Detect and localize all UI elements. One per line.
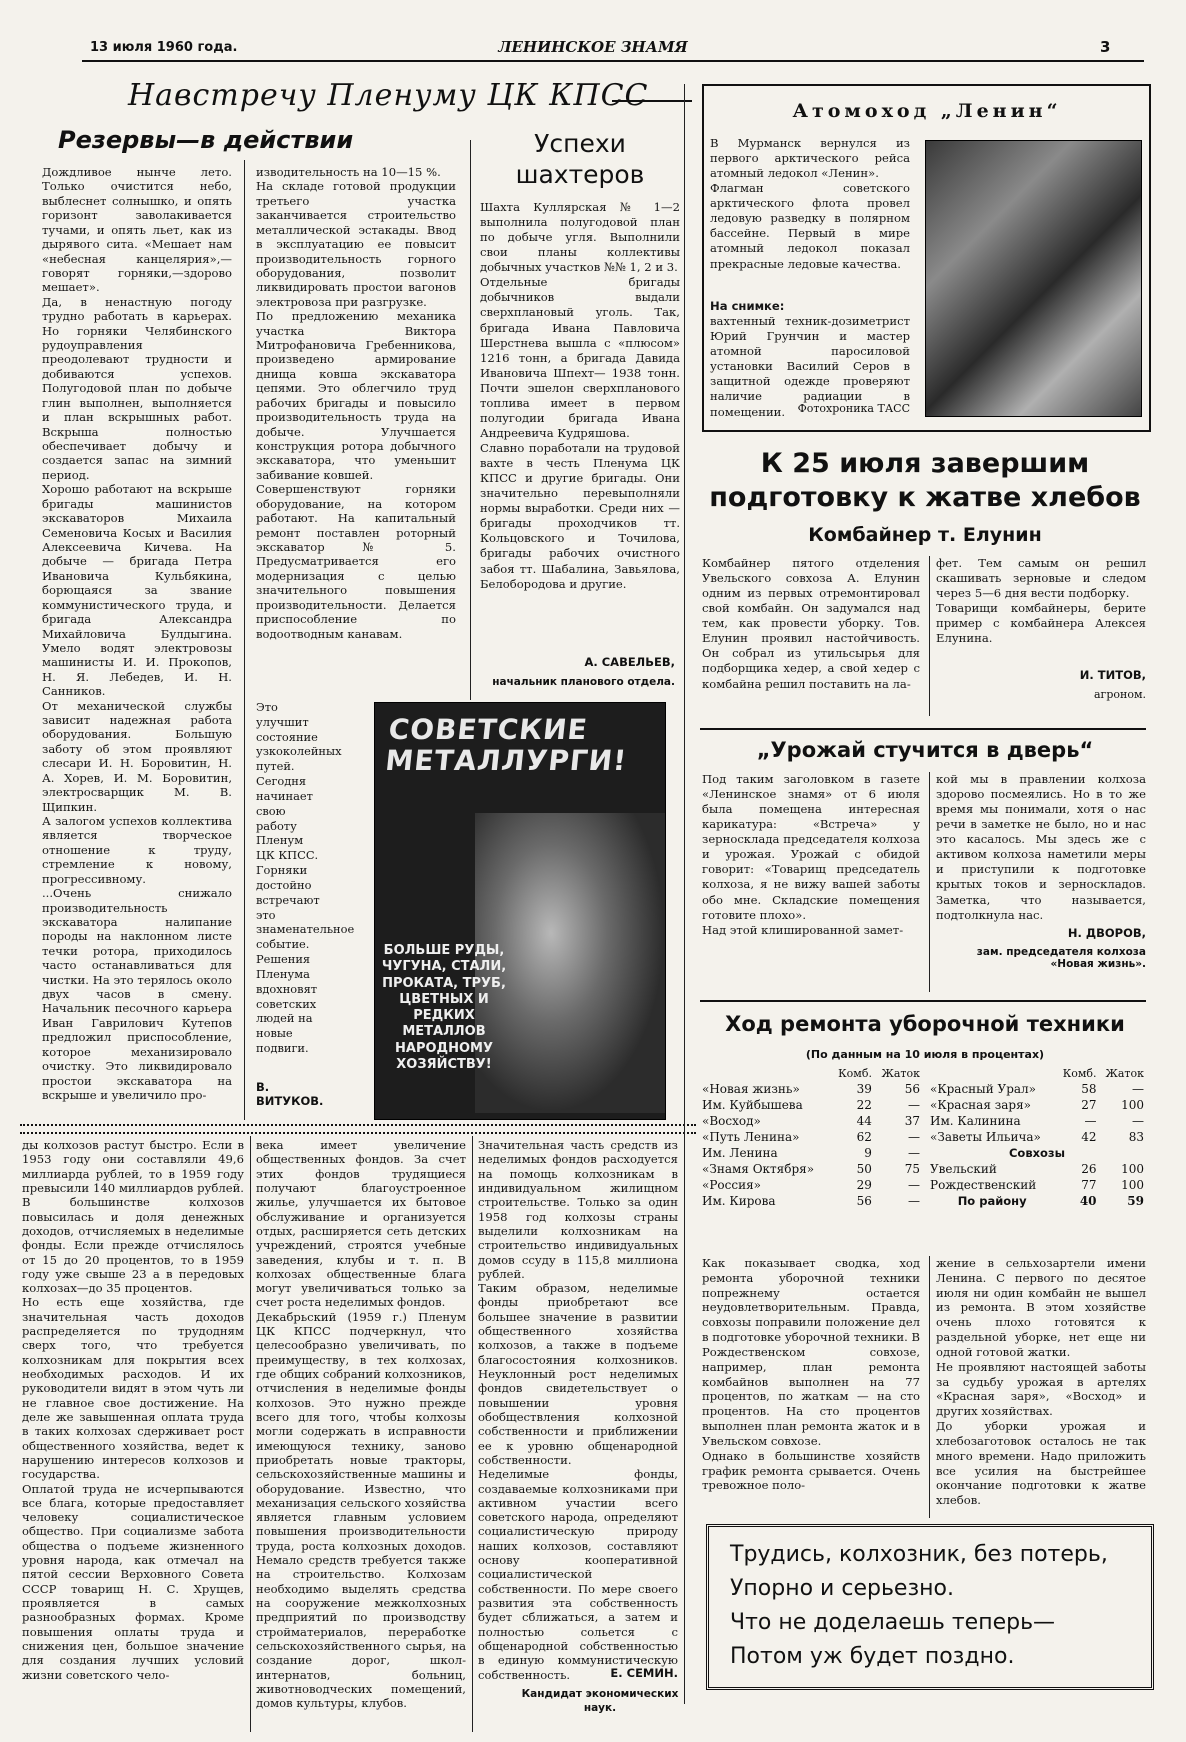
total-row (928, 1193, 1146, 1209)
harvest-col2: фет. Тем самым он решил скашивать зерновые и следом через 5—6 дня вести подборку. Товарищи комбайнеры, берите пример с комбайнера Алексея Елунина. (936, 556, 1146, 646)
funds-col2: века имеет увеличение общественных фондов. За счет этих фондов трудящиеся получают благоустроенное жилье, улучшается их бытовое обслуживание и организуется отдых, расширяется сеть детских учреждений, строятся учебные заведения, клубы и т. п. В колхозах общественные блага могут увеличиваться только за счет роста неделимых фондов. Декабрьский (1959 г.) Пленум ЦК КПСС подчеркнул, что целесообразно увеличивать, по преимуществу, в тех колхозах, где общих собраний колхозников, отчисления в неделимые фонды колхозов. Это нужно прежде всего для того, чтобы колхозы могли содержать в исправности имеющуюся технику, заново приобретать новые тракторы, сельскохозяйственные машины и оборудование. Известно, что механизация сельского хозяйства является главным условием повышения производительности труда, роста колхозных доходов. Немало средств требуется также на строительство. Колхозам необходимо выделять средства на сооружение межколхозных предприятий по производству стройматериалов, переработке сельскохозяйственного сырья, на создание дорог, школ-интернатов, больниц, животноводческих помещений, домов культуры, клубов. (256, 1138, 466, 1711)
combines-value: 62 (856, 1130, 872, 1144)
farm-name: Рождественский (930, 1178, 1037, 1192)
reapers-value: — (908, 1098, 920, 1112)
section-rule (700, 1000, 1146, 1002)
combines-value: 29 (856, 1178, 872, 1192)
repair-subtitle: (По данным на 10 июля в процентах) (805, 1048, 1045, 1061)
poem-line-2: Упорно и серьезно. (730, 1576, 954, 1601)
reapers-value: 83 (1128, 1130, 1144, 1144)
doorstep-col1: Под таким заголовком в газете «Ленинское знамя» от 6 июля была помещена интересная карикатура: «Встреча» у зерносклада председателя колхоза и урожая. Урожай с обидой говорит: «Товарищ председатель колхоза, я не вижу вашей заботы обо мне. Складские помещения готовите плохо». Над этой клишированной замет- (702, 772, 920, 937)
funds-signature: Е. СЕМИН. (610, 1666, 678, 1680)
reapers-value: 37 (904, 1114, 920, 1128)
harvest-signature: И. ТИТОВ, (1079, 668, 1146, 682)
repair-commentary-col2: жение в сельхозартели имени Ленина. С первого по десятое июля ни один комбайн не вышел из ремонта. В этом хозяйстве очень плохо готовятся к раздельной уборке, нет еще ни одной готовой жатки. Не проявляют настоящей заботы за судьбу урожая в артелях «Красная заря», «Восход» и других хозяйствах. До уборки урожая и хлебозаготовок осталось не так много времени. Надо приложить все усилия на быстрейшее окончание подготовки к жатве хлебов. (936, 1256, 1146, 1508)
table-row (928, 1161, 1146, 1177)
repair-table-left (700, 1066, 922, 1209)
newspaper-title: ЛЕНИНСКОЕ ЗНАМЯ (498, 38, 688, 56)
reserves-col2-continued: Это улучшит состояние узкоколейных путей. Сегодня начинает свою работу Пленум ЦК КПСС. Горняки достойно встречают это знаменательное событие. Решения Пленума вдохновят советских людей на новые подвиги. (256, 700, 355, 1056)
doorstep-col2: кой мы в правлении колхоза здорово посмеялись. Но в то же время мы понимали, хотя о нас речи в заметке не было, но и нас это касалось. Мы здесь же с активом колхоза наметили меры и приступили к подготовке крытых токов и зерноскладов. Заметка, что называется, подтолкнула нас. (936, 772, 1146, 922)
total-reapers: 59 (1127, 1194, 1144, 1208)
combines-value: 9 (864, 1146, 872, 1160)
col-header-reapers: Жаток (1105, 1067, 1144, 1080)
column-divider (472, 1136, 473, 1732)
farm-name: Им. Кирова (702, 1194, 776, 1208)
miners-signature-role: начальник планового отдела. (492, 676, 675, 688)
combines-value: 27 (1081, 1098, 1097, 1112)
caption-text: вахтенный техник-дозиметрист Юрий Грунчин и мастер атомной паросиловой установки Василий Серов в защитной одежде проверяют наличие радиации в помещении. (710, 314, 910, 419)
harvest-headline-2: подготовку к жатве хлебов (709, 482, 1141, 513)
reserves-title: Резервы—в действии (58, 126, 354, 154)
miners-signature: А. САВЕЛЬЕВ, (584, 655, 675, 669)
farm-name: «Новая жизнь» (702, 1082, 800, 1096)
reapers-value: — (908, 1146, 920, 1160)
poem-line-1: Трудись, колхозник, без потерь, (730, 1542, 1108, 1567)
metallurgists-poster (374, 702, 666, 1120)
total-label: По району (957, 1194, 1027, 1208)
column-divider (929, 772, 930, 992)
reapers-value: — (1132, 1114, 1144, 1128)
reapers-value: — (908, 1130, 920, 1144)
reserves-col1: Дождливое нынче лето. Только очистится небо, выблеснет солнышко, и опять горизонт заволакивается тучами, и опять льет, как из дырявого сита. «Мешает нам «небесная канцелярия»,—говорят горняки,—здорово мешает». Да, в ненастную погоду трудно работать в карьерах. Но горняки Челябинского рудоуправления преодолевают трудности и добиваются успехов. Полугодовой план по добыче глин выполнен, выполняется и план вскрышных работ. Вскрыша полностью обеспечивает добычу и создается запас на зимний период. Хорошо работают на вскрыше бригады машинистов экскаваторов Михаила Семеновича Косых и Василия Алексеевича Кичева. На добыче — бригада Петра Ивановича Кульбякина, борющаяся за звание коммунистического труда, и бригада Александра Михайловича Булдыгина. Умело водят электровозы машинисты И. И. Прокопов, Н. Я. Лебедев, И. Н. Санников. От механической службы зависит надежная работа оборудования. Большую заботу об этом проявляют слесари И. Н. Боровитин, Н. А. Хорев, И. М. Боровитин, электросварщик М. В. Щипкин. А залогом успехов коллектива является творческое отношение к труду, стремление к новому, прогрессивному. ...Очень снижало производительность экскаватора налипание породы на наклонном листе течки ротора, приходилось часто останавливаться для чистки. На это терялось около двух часов в смену. Начальник песочного карьера Иван Гаврилович Кутепов предложил приспособление, которое механизировало очистку. Это ликвидировало простои экскаватора на вскрыше и увеличило про- (42, 165, 232, 1102)
repair-title: Ход ремонта уборочной техники (725, 1012, 1125, 1036)
column-divider (244, 160, 245, 1120)
masthead-rule (82, 60, 1144, 62)
miners-title: Успехи шахтеров (515, 129, 645, 190)
combines-value: 22 (856, 1098, 872, 1112)
farm-name: «Заветы Ильича» (930, 1130, 1041, 1144)
poster-slogan: БОЛЬШЕ РУДЫ, ЧУГУНА, СТАЛИ, ПРОКАТА, ТРУБ, ЦВЕТНЫХ И РЕДКИХ МЕТАЛЛОВ НАРОДНОМУ ХОЗЯЙСТВУ! (381, 943, 507, 1072)
table-row (928, 1113, 1146, 1129)
reapers-value: — (908, 1178, 920, 1192)
table-row (700, 1177, 922, 1193)
column-divider (929, 1256, 930, 1518)
column-divider (684, 84, 685, 1704)
combines-value: 56 (856, 1194, 872, 1208)
harvest-col1: Комбайнер пятого отделения Увельского совхоза А. Елунин одним из первых отремонтировал свой комбайн. Он задумался над тем, как провести уборку. Тов. Елунин проявил настойчивость. Он собрал из утильсырья для подборщика хедер, а свой хедер с комбайна решил поставить на ла- (702, 556, 920, 691)
reapers-value: 100 (1121, 1178, 1144, 1192)
combines-value: 58 (1081, 1082, 1097, 1096)
harvest-signature-role: агроном. (1094, 688, 1146, 701)
icebreaker-photo (925, 140, 1142, 417)
poem-line-4: Потом уж будет поздно. (730, 1644, 1015, 1669)
combines-value: 39 (856, 1082, 872, 1096)
column-divider (470, 140, 471, 700)
harvest-subtitle: Комбайнер т. Елунин (808, 524, 1042, 546)
combines-value: 77 (1081, 1178, 1097, 1192)
issue-date: 13 июля 1960 года. (90, 40, 238, 55)
combines-value: 44 (856, 1114, 872, 1128)
reapers-value: 100 (1121, 1098, 1144, 1112)
table-row (700, 1129, 922, 1145)
table-row (700, 1193, 922, 1209)
farm-name: «Красная заря» (930, 1098, 1032, 1112)
section-header: Навстречу Пленуму ЦК КПСС (128, 78, 649, 113)
wavy-divider (20, 1124, 696, 1134)
doorstep-title: „Урожай стучится в дверь“ (756, 738, 1094, 762)
photo-credit: Фотохроника ТАСС (797, 402, 910, 415)
funds-col3: Значительная часть средств из неделимых фондов расходуется на помощь колхозникам в индивидуальном жилищном строительстве. Только за один 1958 год колхозы страны выделили колхозникам на строительство индивидуальных домов ссуду в 115,8 миллиона рублей. Таким образом, неделимые фонды приобретают все большее значение в развитии общественного хозяйства колхозов, а также в подъеме благосостояния колхозников. Неуклонный рост неделимых фондов свидетельствует о повышении уровня обобществления колхозной собственности и приближении ее к уровню общенародной собственности. Неделимые фонды, создаваемые колхозниками при активном участии всего советского народа, определяют социалистическую природу наших колхозов, составляют основу кооперативной социалистической собственности. По мере своего развития эта собственность будет сближаться, а затем и полностью сольется с общенародной собственностью в единую коммунистическую собственность. (478, 1138, 678, 1682)
table-row (700, 1145, 922, 1161)
combines-value: 42 (1081, 1130, 1097, 1144)
miners-body: Шахта Куллярская № 1—2 выполнила полугодовой план по добыче угля. Выполнили свои планы коллективы добычных участков №№ 1, 2 и 3. Отдельные бригады добычников выдали сверхплановый уголь. Так, бригада Ивана Павловича Шерстнева вышла с «плюсом» 1216 тонн, а бригада Давида Ивановича Шпехт— 1938 тонн. Почти эшелон сверхпланового топлива имеет в первом полугодии бригада Ивана Андреевича Кудряшова. Славно поработали на трудовой вахте в честь Пленума ЦК КПСС и другие бригады. Они значительно перевыполняли нормы выработки. Среди них — бригады проходчиков тт. Кольцовского и Точилова, бригады рабочих очистного забоя тт. Шабалина, Завьялова, Белобородова и другие. (480, 200, 680, 591)
repair-commentary-col1: Как показывает сводка, ход ремонта уборочной техники попрежнему остается неудовлетворительным. Правда, совхозы поправили положение дел в подготовке уборочной техники. В Рождественском совхозе, например, план ремонта комбайнов выполнен на 77 процентов, по жаткам — на сто процентов. На сто процентов выполнен план ремонта жаток и в Увельском совхозе. Однако в большинстве хозяйств график ремонта срывается. Очень тревожное поло- (702, 1256, 920, 1493)
section-header-rule (612, 100, 692, 102)
reserves-signature: В. ВИТУКОВ. (256, 1080, 324, 1108)
reapers-value: — (908, 1194, 920, 1208)
farm-name: Им. Калинина (930, 1114, 1021, 1128)
reapers-value: 56 (904, 1082, 920, 1096)
farm-name: Им. Куйбышева (702, 1098, 803, 1112)
section-rule (700, 728, 1146, 730)
harvest-headline-1: К 25 июля завершим (760, 448, 1090, 479)
combines-value: 26 (1081, 1162, 1097, 1176)
reapers-value: 75 (904, 1162, 920, 1176)
table-row (928, 1081, 1146, 1097)
repair-table-right (928, 1066, 1146, 1209)
farm-name: «Путь Ленина» (702, 1130, 800, 1144)
column-divider (929, 556, 930, 716)
table-row (928, 1177, 1146, 1193)
col-header-reapers: Жаток (881, 1067, 920, 1080)
poster-headline: СОВЕТСКИЕ МЕТАЛЛУРГИ! (383, 713, 629, 777)
reapers-value: — (1132, 1082, 1144, 1096)
farm-name: «Россия» (702, 1178, 761, 1192)
table-row (700, 1113, 922, 1129)
icebreaker-title: Атомоход „Ленин“ (792, 100, 1062, 122)
table-row (928, 1097, 1146, 1113)
farm-name: Им. Ленина (702, 1146, 778, 1160)
col-header-combines: Комб. (1062, 1067, 1097, 1080)
reapers-value: 100 (1121, 1162, 1144, 1176)
combines-value: — (1084, 1114, 1097, 1128)
caption-label: На снимке: (710, 299, 785, 314)
farm-name: «Восход» (702, 1114, 761, 1128)
funds-signature-role: Кандидат экономических наук. (521, 1688, 679, 1714)
combines-value: 50 (856, 1162, 872, 1176)
table-row (700, 1097, 922, 1113)
table-row (700, 1081, 922, 1097)
page-number: 3 (1100, 38, 1111, 56)
farm-name: «Красный Урал» (930, 1082, 1037, 1096)
table-row (928, 1129, 1146, 1145)
col-header-combines: Комб. (838, 1067, 872, 1080)
doorstep-signature: Н. ДВОРОВ, (1067, 926, 1146, 940)
reserves-col2: изводительность на 10—15 %. На складе готовой продукции третьего участка заканчивается строительство металлической эстакады. Ввод в эксплуатацию ее повысит производительность горного оборудования, позволит ликвидировать простои вагонов электровоза при разгрузке. По предложению механика участка Виктора Митрофановича Гребенникова, произведено армирование днища ковша экскаватора цепями. Это облегчило труд рабочих бригады и повысило производительность труда на добыче. Улучшается конструкция ротора добычного экскаватора, что уменьшит забивание ковшей. Совершенствуют горняки оборудование, на котором работают. На капитальный ремонт поставлен роторный экскаватор № 5. Предусматривается его модернизация с целью значительного повышения производительности. Делается приспособление по водоотводным канавам. (256, 165, 456, 641)
icebreaker-body: В Мурманск вернулся из первого арктического рейса атомный ледокол «Ленин». Флагман советского арктического флота провел ледовую разведку в полярном бассейне. Первый в мире атомный ледокол показал прекрасные ледовые качества. (710, 136, 910, 271)
sovkhozy-label: Совхозы (1008, 1146, 1066, 1160)
farm-name: «Знамя Октября» (702, 1162, 815, 1176)
poem-line-3: Что не доделаешь теперь— (730, 1610, 1056, 1635)
column-divider (250, 1136, 251, 1732)
doorstep-signature-role: зам. председателя колхоза «Новая жизнь». (976, 946, 1146, 970)
total-combines: 40 (1079, 1194, 1097, 1208)
funds-col1: ды колхозов растут быстро. Если в 1953 году они составляли 49,6 миллиарда рублей, то в 1959 году превысили 140 миллиардов рублей. В большинстве колхозов повысилась и доля денежных доходов, отчисляемых в неделимые фонды. Если прежде отчислялось от 15 до 20 процентов, то в 1959 году уже свыше 23 а в передовых колхозах—до 35 процентов. Но есть еще хозяйства, где значительная часть доходов распределяется по трудодням сверх того, что требуется колхозникам для покрытия всех необходимых расходов. И их руководители видят в этом чуть ли не главное свое достижение. На деле же завышенная оплата труда в таких колхозах сдерживает рост общественного хозяйства, ведет к нарушению интересов колхозов и государства. Оплатой труда не исчерпываются все блага, которые предоставляет человеку социалистическое общество. При социализме забота общества о подъеме жизненного уровня народа, как отмечал на пятой сессии Верховного Совета СССР товарищ Н. С. Хрущев, проявляется в самых разнообразных формах. Кроме повышения оплаты труда и снижения цен, большое значение для создания лучших условий жизни советского чело- (22, 1138, 244, 1682)
farm-name: Увельский (930, 1162, 997, 1176)
table-row (700, 1161, 922, 1177)
